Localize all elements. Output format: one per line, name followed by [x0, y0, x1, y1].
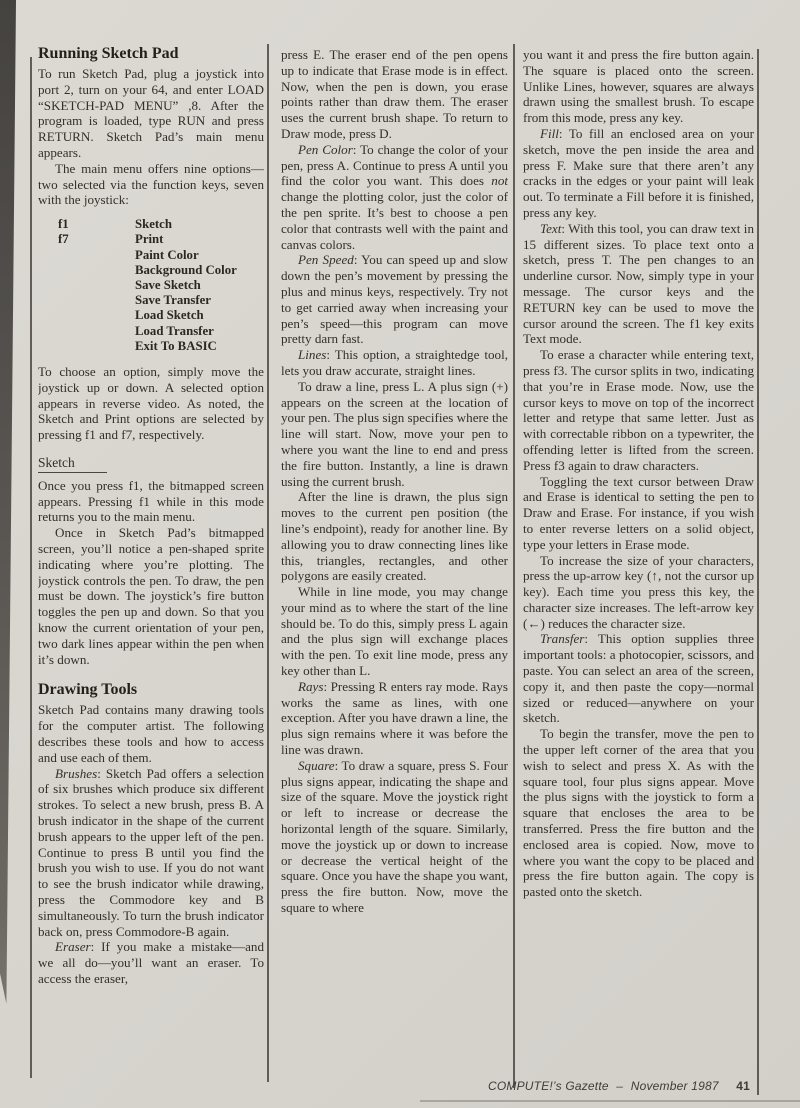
tool-name: Eraser — [55, 939, 91, 955]
section-heading: Drawing Tools — [38, 681, 138, 699]
column-rule-2 — [513, 44, 515, 1088]
paragraph: Brushes: Sketch Pad offers a selection of six brushes which produce six different strokes. To select a new brush, press B. A brush indicator in the shape of the current brush appears to the upper left of the pen. Continue to press B until you find the brush you wish to use. If you do not want to see the brush indicator while drawing, press the Commodore key and B simultaneously. To turn the brush indicator back on, press Commodore-B again. — [38, 765, 264, 939]
scan-edge-shadow — [0, 0, 16, 1014]
tool-name: Text — [540, 220, 562, 236]
tool-name: Pen Speed — [298, 252, 354, 268]
journal-title: COMPUTE!’s Gazette — [488, 1079, 609, 1093]
page-footer — [488, 1079, 750, 1093]
paragraph: After the line is drawn, the plus sign moves to the current pen position (the line’s endpoint), ready for another line. By allowing you to draw connecting lines like this, triangles, rectangles, and other polygons are easily created. — [281, 489, 508, 584]
menu-item-label: Exit To BASIC — [135, 338, 217, 353]
text-column-1 — [38, 44, 264, 1076]
paragraph: While in line mode, you may change your mind as to where the start of the line should be. To do this, simply press L again and the plus sign will exchange places with the pen. To exit line mode, press any key other than L. — [281, 584, 508, 679]
menu-item-label: Save Sketch — [135, 277, 201, 292]
text-column-3 — [523, 47, 754, 1075]
menu-item — [58, 308, 264, 323]
menu-item-label: Print — [135, 232, 164, 247]
footer-separator: – — [616, 1079, 624, 1093]
main-menu-list — [38, 217, 264, 354]
tool-name: Lines — [298, 347, 327, 363]
menu-item — [58, 232, 264, 247]
paragraph: The main menu offers nine options—two selected via the function keys, seven with the joystick: — [38, 160, 264, 208]
menu-item — [58, 324, 264, 339]
menu-fkey-label: f7 — [58, 232, 69, 247]
paragraph: Sketch Pad contains many drawing tools for the computer artist. The following describes these tools and how to access and use each of them. — [38, 702, 264, 765]
paragraph: Transfer: This option supplies three important tools: a photocopier, scissors, and paste. You can select an area of the screen, copy it, and then paste the copy—normal sized or reduced—anywhere on your sketch. — [523, 631, 754, 726]
tool-name: Rays — [298, 678, 324, 694]
tool-name: Square — [298, 757, 335, 773]
subsection-heading-text: Sketch — [38, 455, 107, 473]
paragraph: Pen Speed: You can speed up and slow down the pen’s movement by pressing the plus and minus keys, respectively. Try not to get carried away when increasing your pen’s speed—this program can move pretty darn fast. — [281, 252, 508, 347]
paragraph: Lines: This option, a straightedge tool, lets you draw accurate, straight lines. — [281, 347, 508, 378]
page-number: 41 — [736, 1079, 750, 1093]
menu-item-label: Load Sketch — [135, 308, 204, 323]
tool-name: Fill — [540, 125, 559, 141]
menu-item — [58, 278, 264, 293]
paragraph: Toggling the text cursor between Draw and Erase is identical to setting the pen to Draw and Erase. For instance, if you wish to enter reverse letters on a solid object, type your letters in Erase mode. — [523, 473, 754, 552]
section-heading: Running Sketch Pad — [38, 45, 179, 62]
menu-fkey-label: f1 — [58, 217, 69, 232]
column-rule-1 — [267, 44, 269, 1082]
tool-name: Transfer — [540, 631, 585, 647]
paragraph: Square: To draw a square, press S. Four plus signs appear, indicating the shape and size of the square. Move the joystick right or left to increase or decrease the horizontal length of the square. Similarly, move the joystick up or down to increase or decrease the vertical height of the square. Once you have the shape you want, press the fire button. Now, move the square to where — [281, 757, 508, 916]
menu-item-label: Sketch — [135, 217, 172, 232]
subsection-heading — [38, 455, 264, 473]
menu-item — [58, 293, 264, 308]
paragraph: Rays: Pressing R enters ray mode. Rays works the same as lines, with one exception. After you have drawn a line, the plus sign remains where it was before the line was drawn. — [281, 678, 508, 758]
paragraph: Eraser: If you make a mistake—and we all do—you’ll want an eraser. To access the eraser, — [38, 939, 264, 986]
tool-name: Pen Color — [298, 141, 353, 157]
paragraph: Text: With this tool, you can draw text in 15 different sizes. To place text onto a sketch, press T. The pen changes to an underline cursor. Now, simply type in your message. The cursor keys and the RETURN key can be used to move the cursor around the screen. The f1 key exits Text mode. — [523, 220, 754, 347]
paragraph: Once you press f1, the bitmapped screen appears. Pressing f1 while in this mode returns you to the main menu. — [38, 477, 264, 525]
tool-name: not — [491, 173, 508, 189]
menu-item-label: Background Color — [135, 262, 237, 277]
issue-date: November 1987 — [630, 1079, 719, 1093]
paragraph: To run Sketch Pad, plug a joystick into port 2, turn on your 64, and enter LOAD “SKETCH-PAD MENU” ,8. After the program is loaded, type RUN and press RETURN. Sketch Pad’s main menu appears. — [38, 66, 264, 160]
page-edge-line — [420, 1100, 800, 1102]
paragraph: To draw a line, press L. A plus sign (+) appears on the screen at the location of your pen. The plus sign specifies where the line will start. Now, move your pen to where you want the line to end and press the fire button. Instantly, a line is drawn using the current brush. — [281, 378, 508, 489]
menu-item — [58, 263, 264, 278]
paragraph: press E. The eraser end of the pen opens up to indicate that Erase mode is in effect. Now, when the pen is down, you erase points rather than draw them. The eraser uses the current brush shape. To return to Draw mode, press D. — [281, 47, 508, 141]
menu-item — [58, 248, 264, 263]
paragraph: To increase the size of your characters, press the up-arrow key (↑, not the cursor up key). Each time you press this key, the character size increases. The left-arrow key (←) reduces the character size. — [523, 552, 754, 631]
menu-item-label: Save Transfer — [135, 293, 211, 308]
paragraph: Pen Color: To change the color of your pen, press A. Continue to press A until you find the color you want. This does not change the plotting color, just the color of the pen sprite. It’s best to choose a pen color that contrasts well with the paint and canvas colors. — [281, 141, 508, 252]
paragraph: To erase a character while entering text, press f3. The cursor splits in two, indicating that you’re in Erase mode. Now, use the cursor keys to move on top of the incorrect letter and retype that same letter. Just as with correctable ribbon on a typewriter, the offending letter is lifted from the screen. Press f3 again to draw characters. — [523, 347, 754, 473]
tool-name: Brushes — [55, 765, 98, 781]
text-column-2 — [281, 47, 508, 1069]
paragraph: Once in Sketch Pad’s bitmapped screen, you’ll notice a pen-shaped sprite indicating where you’re plotting. The joystick controls the pen. To draw, the pen must be down. The joystick’s fire button toggles the pen up and down. So that you know the current orientation of your pen, two dark lines appear within the pen when it’s down. — [38, 525, 264, 667]
menu-item — [58, 339, 264, 354]
menu-item-label: Load Transfer — [135, 323, 214, 338]
column-rule-left — [30, 57, 32, 1078]
paragraph: you want it and press the fire button again. The square is placed onto the screen. Unlike Lines, however, squares are always drawn using the smallest brush. To escape from this mode, press any key. — [523, 47, 754, 126]
menu-item — [58, 217, 264, 232]
paragraph: Fill: To fill an enclosed area on your sketch, move the pen inside the area and press F. Make sure that there aren’t any cracks in the edges or your paint will leak out. To terminate a Fill before it is finished, press any key. — [523, 125, 754, 220]
paragraph: To choose an option, simply move the joystick up or down. A selected option appears in reverse video. As noted, the Sketch and Print options are selected by pressing f1 and f7, respectively. — [38, 364, 264, 443]
column-rule-right — [757, 49, 759, 1095]
paragraph: To begin the transfer, move the pen to the upper left corner of the area that you wish to select and press X. As with the square tool, four plus signs appear. Move the plus signs with the joystick to form a square that encloses the area to be transferred. Press the fire button and the enclosed area is copied. Now, move to where you want the copy to be placed and press the fire button again. The copy is pasted onto the sketch. — [523, 726, 754, 900]
menu-item-label: Paint Color — [135, 247, 199, 262]
